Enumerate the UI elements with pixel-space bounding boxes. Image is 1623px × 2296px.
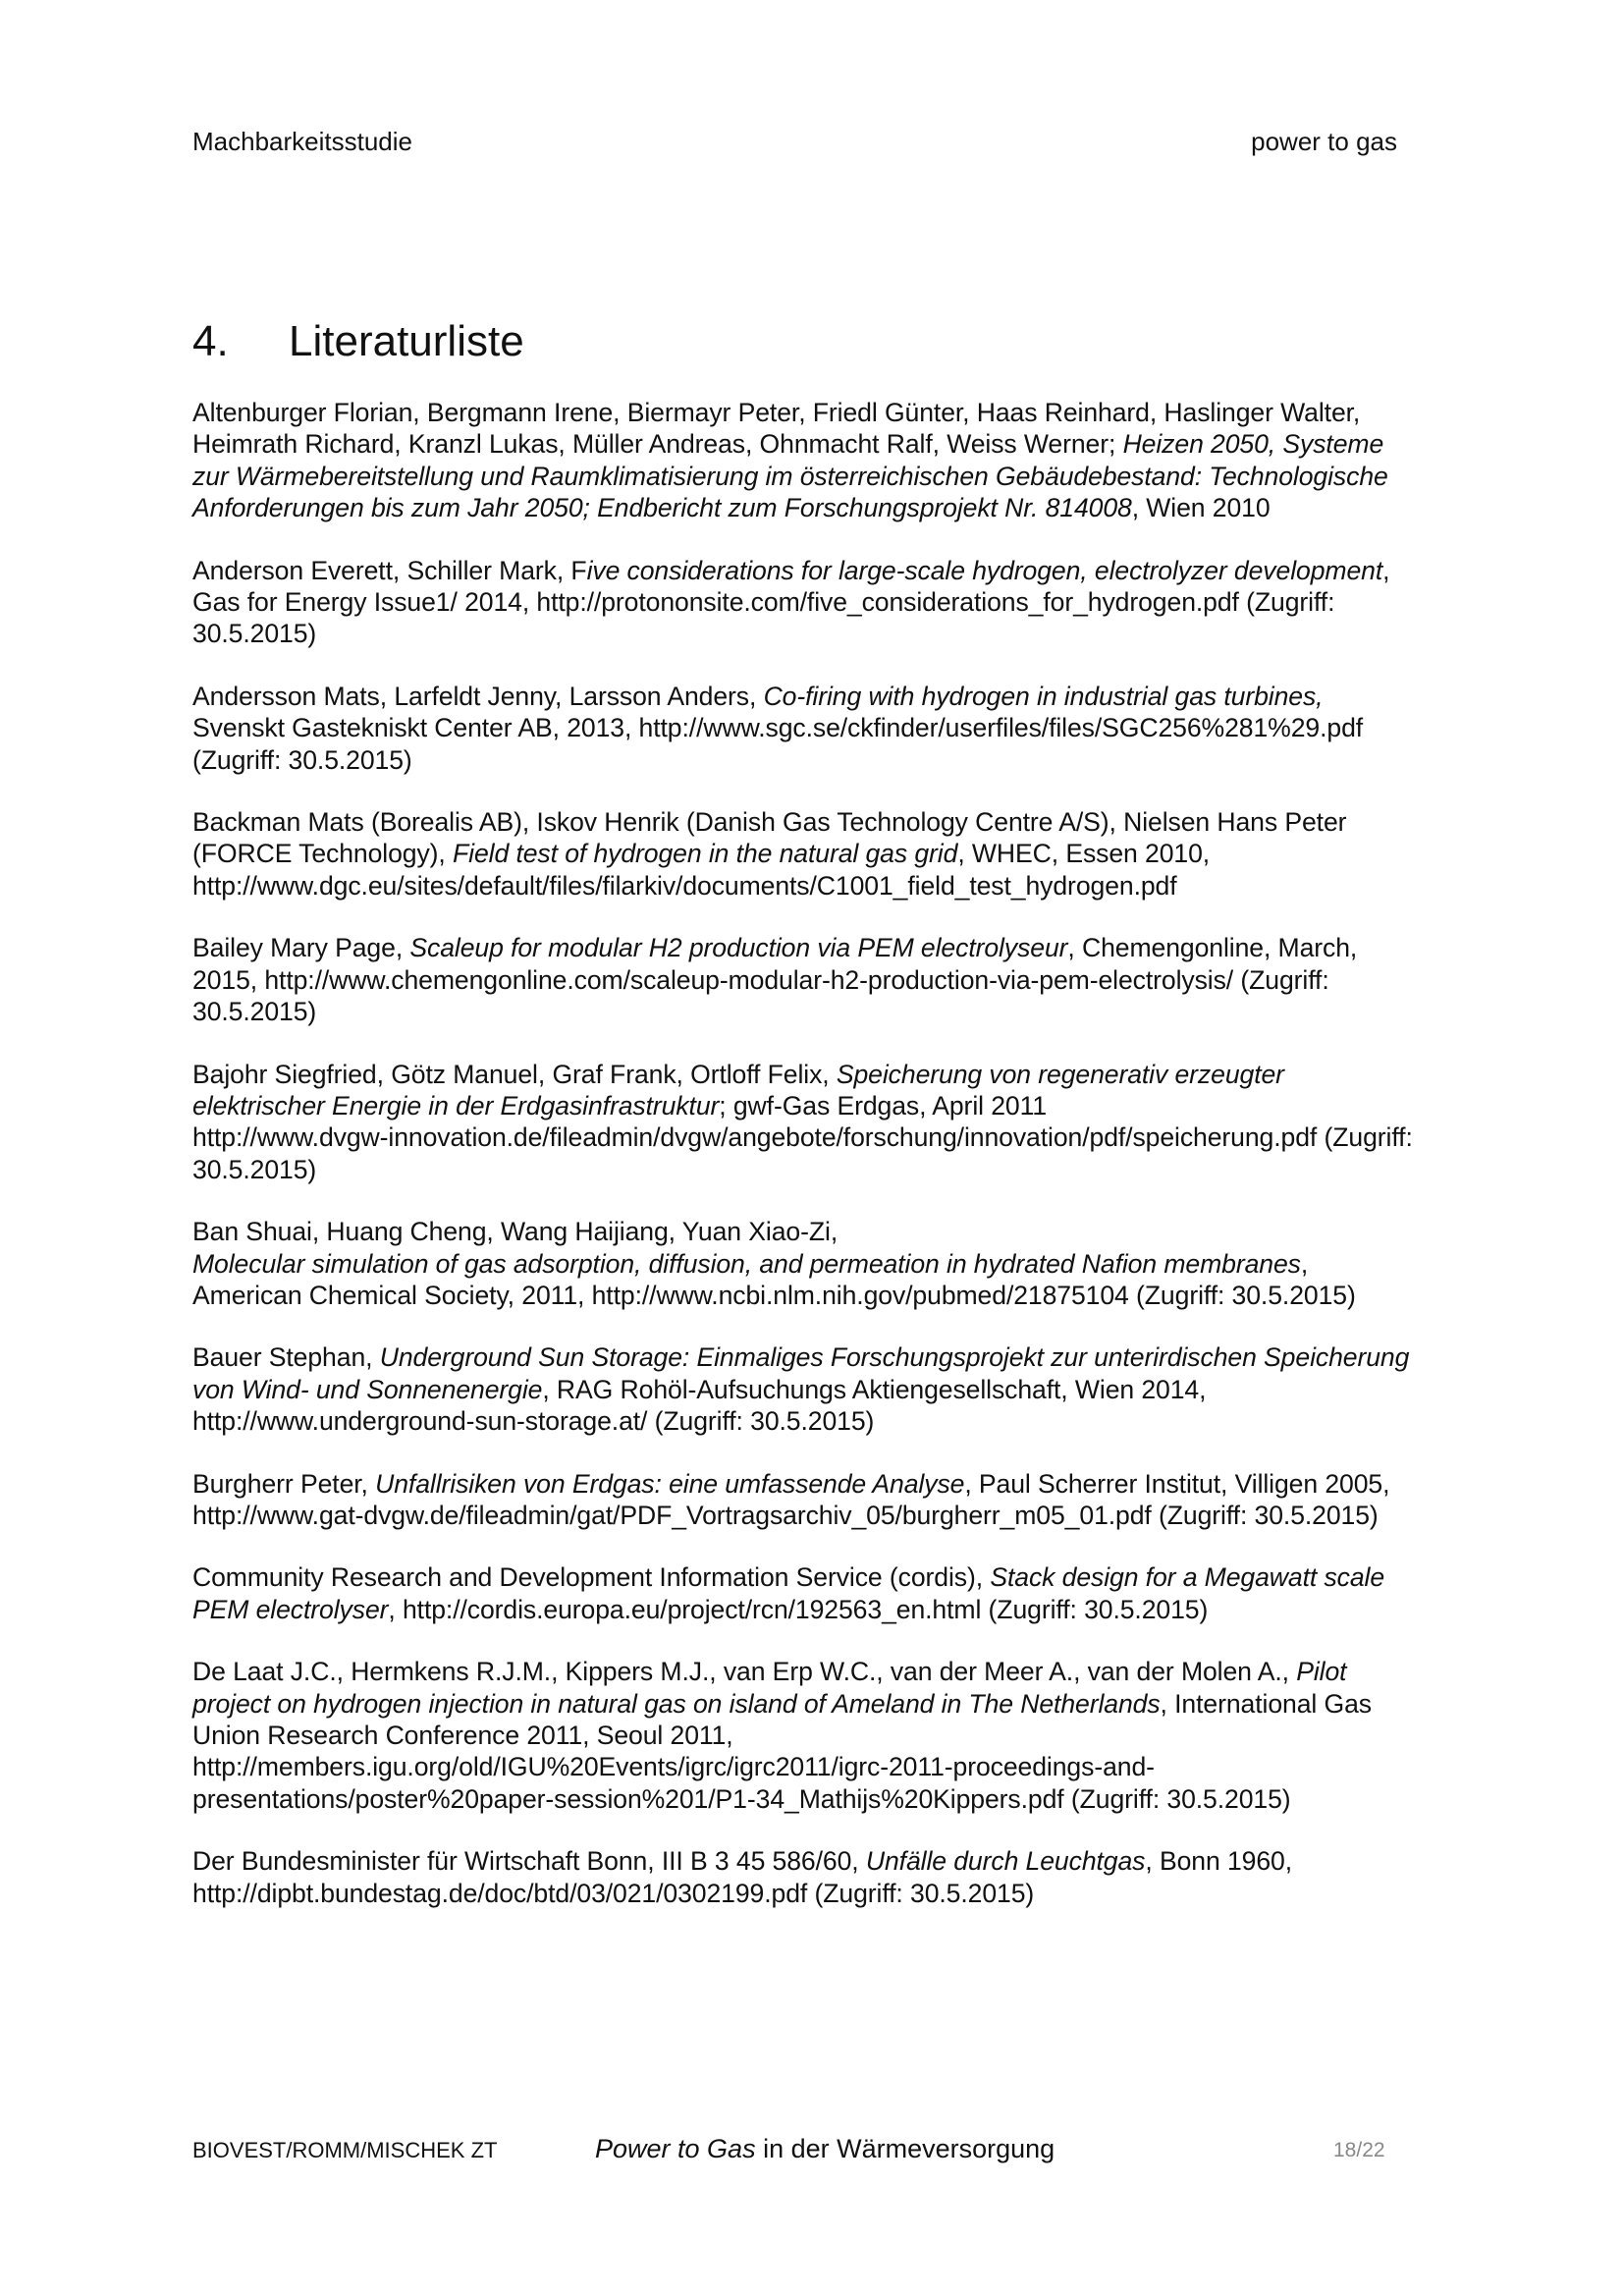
reference-text: http://www.dgc.eu/sites/default/files/filarkiv/documents/C1001_field_test_hydrogen.pdf [192,870,1177,901]
running-header-left: Machbarkeitsstudie [192,127,412,156]
reference-title-text: Co-firing with hydrogen in industrial gas turbines, [763,681,1324,711]
reference-line [192,681,1479,712]
reference-line [192,1656,1479,1687]
reference-line [192,1688,1479,1720]
reference-line [192,1154,1479,1185]
reference-text: Community Research and Development Information Service (cordis), [192,1562,991,1593]
reference-title-text: zur Wärmebereitstellung und Raumklimatisierung im österreichischen Gebäudebestand: Technologische [192,461,1388,491]
reference-line [192,397,1479,428]
reference-line [192,586,1479,618]
reference-text: 30.5.2015) [192,619,317,649]
reference-text: , Paul Scherrer Institut, Villigen 2005, [964,1468,1390,1499]
reference-entry [192,1216,1479,1311]
reference-text: 30.5.2015) [192,997,317,1027]
reference-entry [192,1656,1479,1815]
reference-title-text: Molecular simulation of gas adsorption, diffusion, and permeation in hydrated Nafion membranes [192,1248,1301,1279]
reference-title-text: project on hydrogen injection in natural gas on island of Ameland in The Netherlands [192,1688,1161,1719]
reference-title-text: von Wind- und Sonnenenergie [192,1374,543,1404]
reference-title-text: ive considerations for large-scale hydrogen, electrolyzer development [586,555,1383,585]
reference-text: American Chemical Society, 2011, http://www.ncbi.nlm.nih.gov/pubmed/21875104 (Zugriff: 30.5.2015) [192,1280,1356,1310]
reference-line [192,806,1479,838]
reference-entry [192,806,1479,902]
reference-entry [192,555,1479,650]
reference-text: Bailey Mary Page, [192,933,410,963]
reference-text: Union Research Conference 2011, Seoul 2011, [192,1721,733,1750]
reference-line [192,1500,1479,1531]
reference-text: , RAG Rohöl-Aufsuchungs Aktiengesellschaft, Wien 2014, [542,1374,1207,1404]
reference-list [192,397,1479,1940]
reference-line [192,1121,1479,1153]
reference-title-text: Field test of hydrogen in the natural gas grid [453,839,958,869]
reference-text: http://www.dvgw-innovation.de/fileadmin/dvgw/angebote/forschung/innovation/pdf/speicherung.pdf (Zugriff: [192,1122,1413,1153]
reference-title-text: PEM electrolyser [192,1594,389,1624]
reference-line [192,1594,1479,1625]
reference-text: http://www.gat-dvgw.de/fileadmin/gat/PDF_Vortragsarchiv_05/burgherr_m05_01.pdf (Zugriff: 30.5.2015) [192,1500,1379,1530]
reference-title-text: Pilot [1296,1657,1347,1687]
section-number: 4. [192,317,229,365]
reference-line [192,1341,1479,1373]
section-title: Literaturliste [289,317,524,365]
reference-line [192,461,1479,492]
reference-text: Altenburger Florian, Bergmann Irene, Biermayr Peter, Friedl Günter, Haas Reinhard, Haslinger Walter, [192,398,1361,427]
reference-text: , [1382,555,1390,585]
reference-line [192,996,1479,1027]
reference-title-text: Underground Sun Storage: Einmaliges Forschungsprojekt zur unterirdischen Speicherung [379,1342,1410,1373]
reference-line [192,1248,1479,1280]
reference-title-text: elektrischer Energie in der Erdgasinfrastruktur [192,1090,720,1121]
page-number: 18/22 [1333,2139,1385,2161]
reference-text: (FORCE Technology), [192,839,454,869]
reference-title-text: Scaleup for modular H2 production via PEM electrolyseur [409,933,1068,963]
reference-title-text: Unfälle durch Leuchtgas [865,1846,1146,1877]
reference-text: , Wien 2010 [1131,493,1271,523]
reference-entry [192,1845,1479,1909]
reference-line [192,1561,1479,1593]
reference-text: ; gwf-Gas Erdgas, April 2011 [719,1090,1048,1121]
reference-text: Gas for Energy Issue1/ 2014, http://protononsite.com/five_considerations_for_hydrogen.pdf (Zugriff: [192,587,1335,618]
reference-line [192,1405,1479,1437]
reference-line [192,964,1479,996]
reference-line [192,428,1479,460]
reference-line [192,1751,1479,1782]
section-heading [192,316,524,367]
reference-text: (Zugriff: 30.5.2015) [192,744,412,775]
footer-title-italic: Power to Gas [595,2134,756,2163]
reference-line [192,1216,1479,1247]
reference-line [192,712,1479,743]
reference-text: 2015, http://www.chemengonline.com/scaleup-modular-h2-production-via-pem-electrolysis/ (Zugriff: [192,964,1329,995]
running-header-right: power to gas [1251,127,1397,156]
reference-entry [192,681,1479,776]
reference-text: 30.5.2015) [192,1154,317,1184]
reference-text: Svenskt Gastekniskt Center AB, 2013, http://www.sgc.se/ckfinder/userfiles/files/SGC256%281%29.pdf [192,713,1364,743]
reference-text: Burgherr Peter, [192,1468,376,1499]
reference-text: , WHEC, Essen 2010, [957,839,1211,869]
reference-title-text: Stack design for a Megawatt scale [990,1562,1385,1593]
reference-text: presentations/poster%20paper-session%201/P1-34_Mathijs%20Kippers.pdf (Zugriff: 30.5.2015) [192,1783,1291,1814]
reference-text: Anderson Everett, Schiller Mark, F [192,555,587,585]
reference-title-text: Anforderungen bis zum Jahr 2050; Endbericht zum Forschungsprojekt Nr. 814008 [192,493,1132,523]
reference-line [192,618,1479,649]
reference-line [192,870,1479,902]
reference-text: Ban Shuai, Huang Cheng, Wang Haijiang, Yuan Xiao-Zi, [192,1217,839,1247]
reference-entry [192,1468,1479,1532]
reference-line [192,1845,1479,1877]
reference-line [192,1720,1479,1751]
reference-text: Backman Mats (Borealis AB), Iskov Henrik (Danish Gas Technology Centre A/S), Nielsen Hans Peter [192,807,1347,838]
reference-text: Andersson Mats, Larfeldt Jenny, Larsson Anders, [192,681,764,711]
reference-line [192,555,1479,586]
reference-text: , Chemengonline, March, [1067,933,1358,963]
reference-text: , http://cordis.europa.eu/project/rcn/192563_en.html (Zugriff: 30.5.2015) [388,1594,1209,1624]
reference-line [192,1783,1479,1815]
reference-text: De Laat J.C., Hermkens R.J.M., Kippers M.J., van Erp W.C., van der Meer A., van der Molen A., [192,1657,1297,1687]
reference-text: Heimrath Richard, Kranzl Lukas, Müller Andreas, Ohnmacht Ralf, Weiss Werner; [192,429,1123,460]
reference-line [192,932,1479,963]
reference-title-text: Heizen 2050, Systeme [1122,429,1384,460]
reference-title-text: Unfallrisiken von Erdgas: eine umfassende Analyse [375,1468,965,1499]
footer-authors: BIOVEST/ROMM/MISCHEK ZT [192,2138,498,2162]
reference-text: http://dipbt.bundestag.de/doc/btd/03/021/0302199.pdf (Zugriff: 30.5.2015) [192,1878,1035,1908]
reference-line [192,1878,1479,1909]
reference-line [192,1090,1479,1121]
reference-text: , Bonn 1960, [1145,1846,1293,1877]
footer-title-rest: in der Wärmeversorgung [755,2134,1055,2163]
reference-text: Bajohr Siegfried, Götz Manuel, Graf Frank, Ortloff Felix, [192,1059,837,1089]
reference-entry [192,932,1479,1027]
reference-text: Bauer Stephan, [192,1342,380,1373]
reference-text: http://members.igu.org/old/IGU%20Events/igrc/igrc2011/igrc-2011-proceedings-and- [192,1752,1155,1782]
reference-line [192,1468,1479,1500]
reference-text: , [1300,1248,1309,1279]
reference-title-text: Speicherung von regenerativ erzeugter [836,1059,1284,1089]
reference-line [192,744,1479,776]
reference-entry [192,1059,1479,1186]
reference-entry [192,1561,1479,1625]
reference-text: Der Bundesminister für Wirtschaft Bonn, III B 3 45 586/60, [192,1846,866,1877]
reference-entry [192,1341,1479,1437]
reference-text: http://www.underground-sun-storage.at/ (Zugriff: 30.5.2015) [192,1406,875,1437]
reference-line [192,1059,1479,1090]
reference-line [192,492,1479,523]
footer-document-title [595,2132,1055,2165]
reference-line [192,838,1479,869]
reference-line [192,1374,1479,1405]
reference-text: , International Gas [1160,1688,1372,1719]
reference-line [192,1280,1479,1311]
reference-entry [192,397,1479,524]
